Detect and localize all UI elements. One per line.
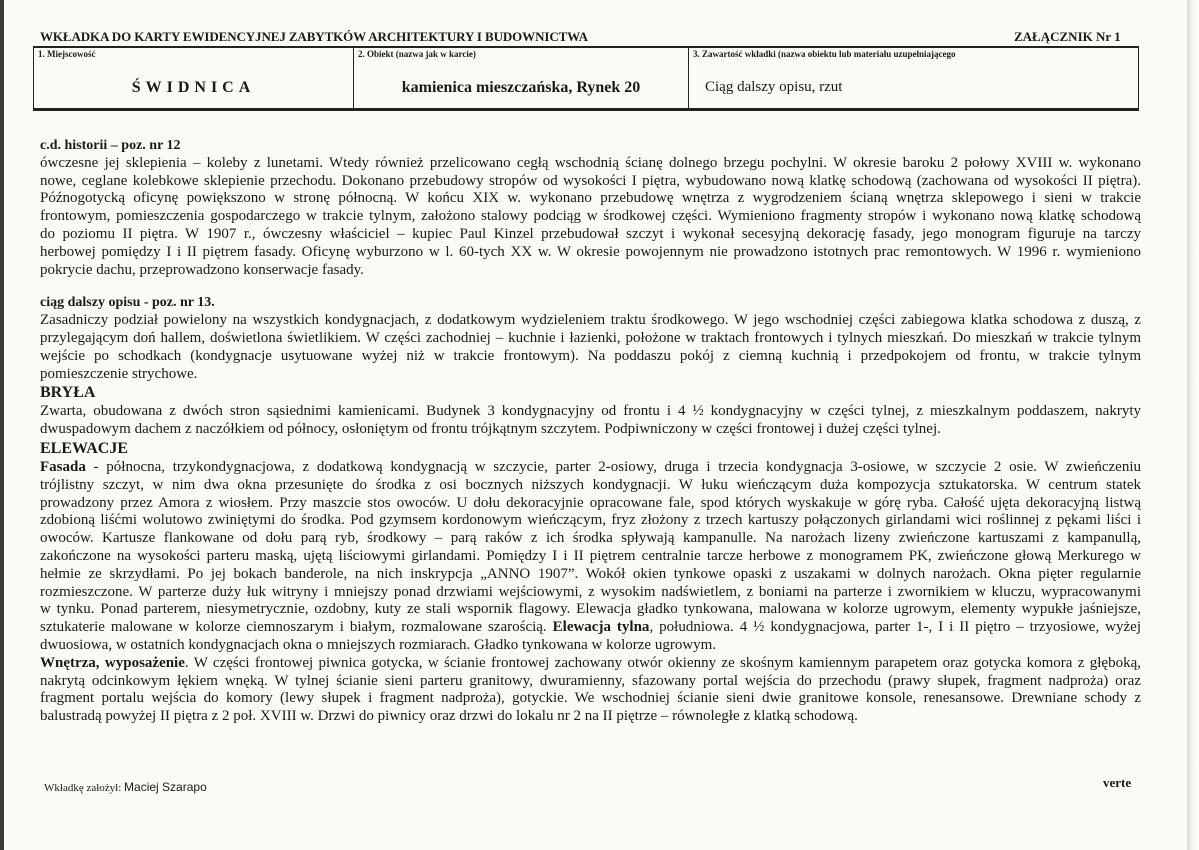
bold-lead: Wnętrza, wyposażenie (40, 654, 185, 671)
text-line: do poziomu II piętra. W 1907 r., ówczesny właściciel – kupiec Paul Kinzel przebudował szczyt i wykonał secesyjną dekorację fasady, jego monogram figuruje na tarczy (40, 225, 1141, 242)
text-line: zakończone na wysokości parteru maską, ujętą liściowymi girlandami. Pomiędzy I i II piętrem centralnie tarcze herbowe z monogramem PK, zwieńczone głową Merkurego w (40, 547, 1141, 564)
text-line: rozmieszczone. W parterze duży łuk witryny i mniejszy ponad drzwiami wejściowymi, z wysokim nadświetlem, z boniami na parterze i zwornikiem w kluczu, wypracowanymi (40, 583, 1141, 600)
text-run: , południowa. 4 ½ kondygnacjowa, parter 1-, I i II piętro – trzyosiowe, wyżej (649, 619, 1141, 636)
text-line: owoców. Kartusze flankowane od dołu parą ryb, środkowy – parą raków z ich środka spływają kampanulle. Na narożach lizeny zwieńczone kartuszami z kampanullą, (40, 530, 1141, 547)
paragraph (40, 655, 1141, 726)
text-line: dwuosiowa, w ostatnich kondygnacjach okna o mniejszych rozmiarach. Gładko tynkowana w kolorze ugrowym. (40, 636, 717, 653)
verte-note: verte (1103, 775, 1132, 790)
text-line: pokrycie dachu, przeprowadzono konserwacje fasady. (40, 261, 364, 278)
text-line (40, 459, 1141, 477)
text-line: przylegającym doń hallem, doświetlona świetlikiem. W części zachodniej – kuchnie i łazienki, położone w traktach frontowych i tylnych mieszkań. Do mieszkań w trakcie tylnym (40, 329, 1141, 346)
bold-lead: Elewacja tylna (552, 619, 650, 636)
text-line: dwuspadowym dachem z naczółkiem od północy, osłoniętym od frontu trójkątnym szczytem. Podpiwniczony w części frontowej i dużej części tylnej. (40, 421, 941, 438)
text-line: Zwarta, obudowana z dwóch stron sąsiednimi kamienicami. Budynek 3 kondygnacyjny od frontu i 4 ½ kondygnacyjny w części tylnej, z mieszkalnym poddaszem, nakryty (40, 403, 1141, 420)
text-line (40, 619, 1141, 637)
annex-number: ZAŁĄCZNIK Nr 1 (1014, 29, 1121, 44)
text-line (40, 655, 1141, 673)
bold-lead: Fasada (40, 458, 86, 475)
text-run: sztukaterie malowane w kolorze ciemnoszarym i białym, rozmalowane szarością. (40, 619, 553, 636)
text-line: prowadzony przez Amora z wiosłem. Przy maszcie stos owoców. U dołu dekoracyjnie opracowane fale, spod których wyskakuje w górę ryba. Całość ujęta dekoracyjną listwą (40, 494, 1141, 511)
section-heading: ciąg dalszy opisu - poz. nr 13. (40, 295, 215, 311)
section-heading: c.d. historii – poz. nr 12 (40, 138, 181, 153)
author-line (44, 780, 207, 794)
text-line: fragment portalu wejścia do komory (lewy słupek i fragment nadproża), gotyckie. We wschodniej ścianie sieni dwie granitowe konsole, renesansowe. Drewniane schody z (40, 690, 1141, 707)
document-body (40, 137, 1141, 741)
locality-label: 1. Miejscowość (38, 49, 96, 59)
text-line: zdobioną liśćmi wolutowo zwiniętymi do środka. Pod gzymsem kordonowym wieńczącym, fryz złożony z trzech kartuszy połączonych girlandami wici roślinnej z pękami liści i (40, 512, 1141, 529)
object-label: 2. Obiekt (nazwa jak w karcie) (358, 49, 476, 59)
locality-cell (34, 48, 354, 108)
text-run: - północna, trzykondygnacjowa, z dodatkową kondygnacją w szczycie, parter 2-osiowy, druga i trzecia kondygnacja 3-osiowe, w szczycie 2 osie. W zwieńczeniu (85, 458, 1141, 475)
contents-cell (689, 48, 1138, 108)
paragraph (40, 459, 1141, 655)
text-line: w tynku. Ponad parterem, niesymetrycznie, ozdobny, kuty ze stali wspornik flagowy. Elewacja gładko tynkowana, malowana w kolorze ugrowym, elementy wypukłe jaśniejsze, (40, 601, 1141, 618)
text-line: pomieszczenie strychowe. (40, 365, 198, 382)
author-name: Maciej Szarapo (124, 780, 207, 794)
section (40, 294, 1141, 726)
text-line: hełmie ze skrzydłami. Po jej bokach banderole, na nich inskrypcja „ANNO 1907”. Wokół okien tynkowe opaski z uszakami w dolnych narożach. Okna pięter regularnie (40, 565, 1141, 582)
text-line: Zasadniczy podział powielony na wszystkich kondygnacjach, z dodatkowym wydzieleniem traktu środkowego. W jego wschodniej części zabiegowa klatka schodowa z duszą, z (40, 312, 1141, 329)
text-line: trójlistny szczyt, w nim dwa okna przesunięte do środka z osi bocznych niższych kondygnacji. W łuku wieńczącym duża kompozycja sztukatorska. W centrum statek (40, 476, 1141, 493)
object-cell (354, 48, 689, 108)
text-line: balustradą powyżej II piętra z 2 poł. XVIII w. Drzwi do piwnicy oraz drzwi do lokalu nr 2 na II piętrze – równoległe z klatką schodową. (40, 708, 858, 725)
paragraph (40, 403, 1141, 439)
subsection-heading: BRYŁA (40, 384, 96, 402)
text-line: nakrytą odcinkowym łękiem wnęką. W tylnej ścianie sieni parteru granitowy, dwuramienny, sfazowany portal wejścia do przechodu (prawy słupek, fragment nadproża) oraz (40, 672, 1141, 689)
text-line: wejście po schodkach (kondygnacje usytuowane wyżej niż w trakcie frontowym). Na poddaszu pokój z ciemną kuchnią i przedpokojem od frontu, w trakcie tylnym (40, 347, 1141, 364)
text-run: . W części frontowej piwnica gotycka, w ścianie frontowej zachowany otwór okienny ze skośnym kamiennym parapetem oraz gotycka komora z głęboką, (184, 654, 1141, 671)
author-label: Wkładkę założył: (44, 782, 122, 794)
object-value: kamienica mieszczańska, Rynek 20 (401, 79, 641, 96)
text-line: herbowej pomiędzy I i II piętrem fasady. Oficynę wyburzono w l. 60-tych XX w. W okresie powojennym nie prowadzono istotnych prac remontowych. W 1996 r. wymieniono (40, 243, 1141, 260)
scan-edge-right (1187, 0, 1199, 850)
paragraph (40, 155, 1141, 280)
text-line: frontowym, pomieszczenia gospodarczego w trakcie tylnym, założono stalowy podciąg w środkowej części. Wymieniono fragmenty stropów i wykonano nową klatkę schodową (40, 208, 1141, 225)
text-line: Późnogotycką oficynę powiększono w stronę północną. W końcu XIX w. wykonano przebudowę wnętrza z wygrodzeniem ścianą wnętrza sklepowego i sieni w trakcie (40, 190, 1141, 207)
subsection-heading: ELEWACJE (40, 439, 129, 457)
locality-value: ŚWIDNICA (131, 79, 256, 96)
paragraph (40, 312, 1141, 383)
text-line: nowe, ceglane kolebkowe sklepienie przechodu. Dokonano przebudowy stropów od wysokości I piętra, wybudowano nową klatkę schodową (zachowana od wysokości II piętra). (40, 172, 1141, 189)
scan-edge-left (0, 0, 4, 850)
header-table (33, 46, 1139, 111)
text-line: ówczesne jej sklepienia – koleby z lunetami. Wtedy również przelicowano cegłą wschodnią ścianę dolnego brzegu pochylni. W okresie baroku 2 połowy XVIII w. wykonano (40, 154, 1141, 171)
contents-label: 3. Zawartość wkładki (nazwa obiektu lub materiału uzupełniającego (693, 49, 956, 59)
contents-value: Ciąg dalszy opisu, rzut (705, 79, 843, 95)
document-title: WKŁADKA DO KARTY EWIDENCYJNEJ ZABYTKÓW ARCHITEKTURY I BUDOWNICTWA (40, 29, 588, 44)
section (40, 137, 1141, 279)
